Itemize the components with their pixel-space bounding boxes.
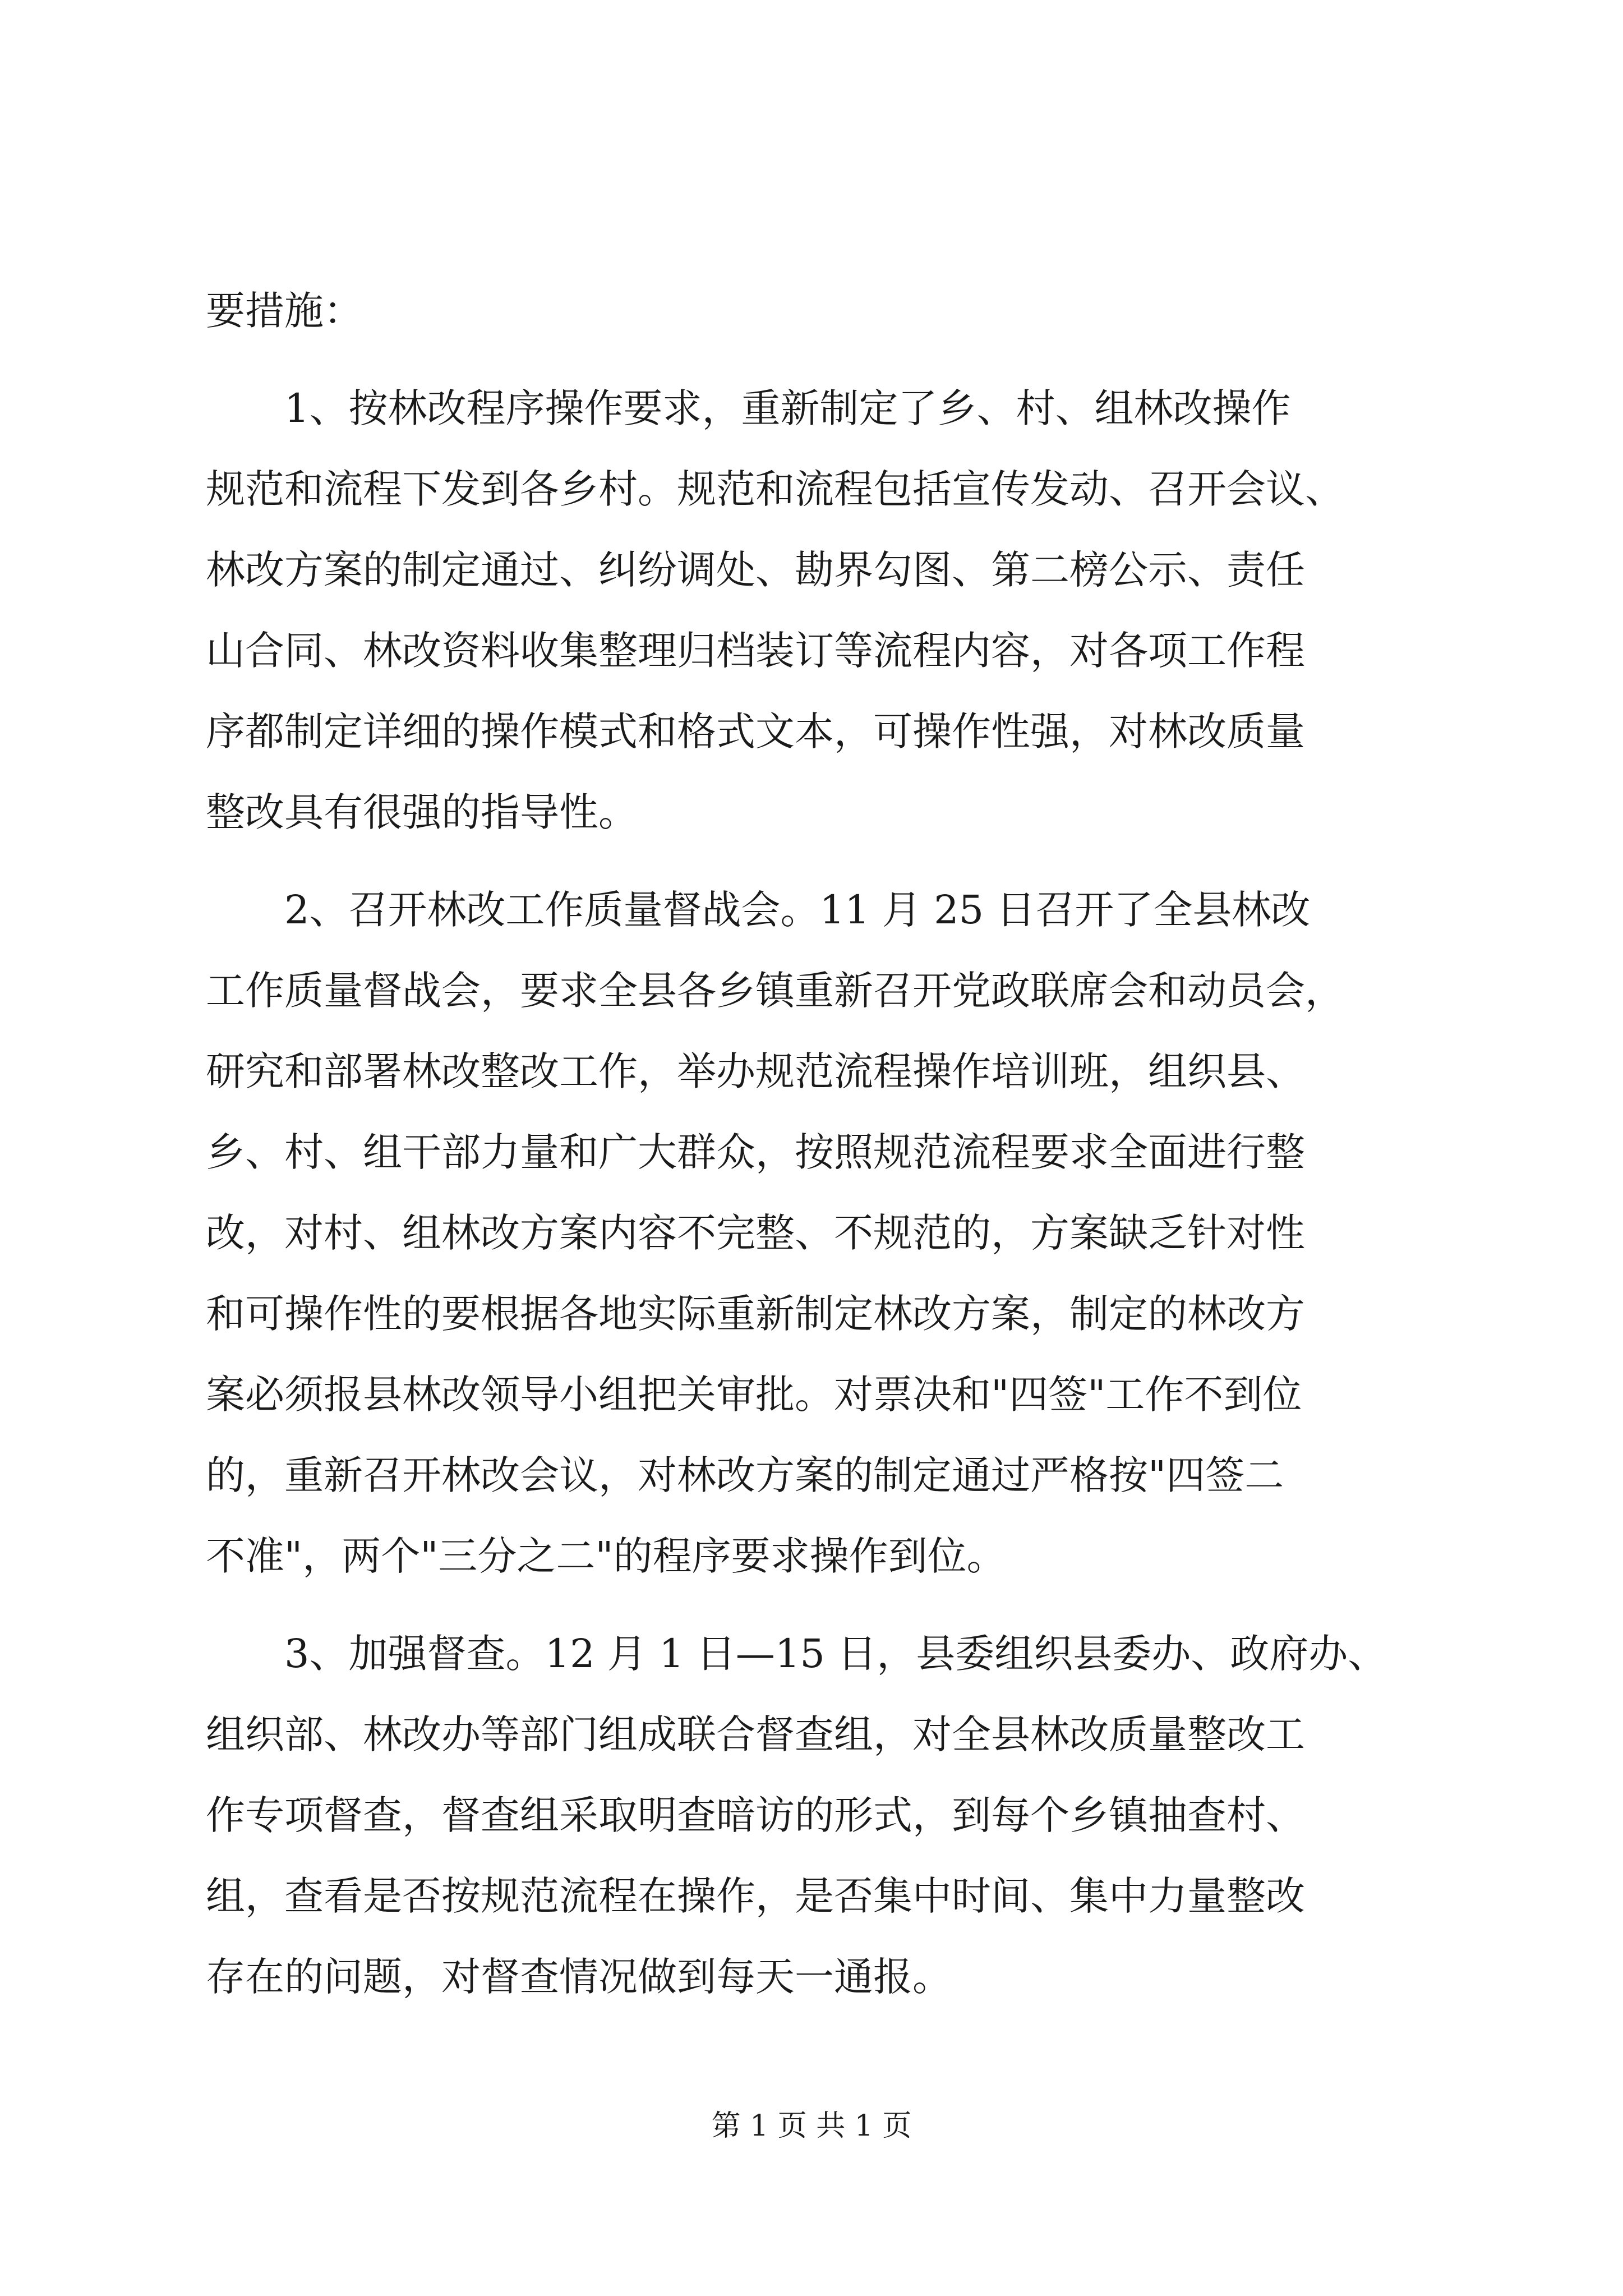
text-line: 林改方案的制定通过、纠纷调处、勘界勾图、第二榜公示、责任 bbox=[206, 547, 1305, 593]
text-line: 存在的问题，对督查情况做到每天一通报。 bbox=[206, 1954, 952, 2000]
text-line: 整改具有很强的指导性。 bbox=[206, 789, 638, 835]
text-line: 序都制定详细的操作模式和格式文本，可操作性强，对林改质量 bbox=[206, 708, 1305, 754]
text-line: 改，对村、组林改方案内容不完整、不规范的，方案缺乏针对性 bbox=[206, 1210, 1305, 1256]
text-line: 规范和流程下发到各乡村。规范和流程包括宣传发动、召开会议、 bbox=[206, 466, 1344, 512]
text-line: 3、加强督查。12 月 1 日—15 日，县委组织县委办、政府办、 bbox=[206, 1631, 1387, 1677]
text-line: 山合同、林改资料收集整理归档装订等流程内容，对各项工作程 bbox=[206, 628, 1305, 674]
paragraph-intro bbox=[206, 270, 1423, 351]
page-footer bbox=[0, 2106, 1623, 2146]
text-line: 案必须报县林改领导小组把关审批。对票决和"四签"工作不到位 bbox=[206, 1372, 1302, 1418]
text-line: 不准"，两个"三分之二"的程序要求操作到位。 bbox=[206, 1533, 1006, 1579]
text-line: 1、按林改程序操作要求，重新制定了乡、村、组林改操作 bbox=[206, 385, 1291, 431]
paragraph-item-1 bbox=[206, 368, 1423, 853]
text-line: 组织部、林改办等部门组成联合督查组，对全县林改质量整改工 bbox=[206, 1711, 1305, 1757]
paragraph-item-2 bbox=[206, 869, 1423, 1596]
text-line: 要措施： bbox=[206, 288, 363, 334]
text-line: 组，查看是否按规范流程在操作，是否集中时间、集中力量整改 bbox=[206, 1873, 1305, 1919]
text-line: 2、召开林改工作质量督战会。11 月 25 日召开了全县林改 bbox=[206, 887, 1311, 933]
text-line: 工作质量督战会，要求全县各乡镇重新召开党政联席会和动员会， bbox=[206, 968, 1344, 1014]
text-line: 的，重新召开林改会议，对林改方案的制定通过严格按"四签二 bbox=[206, 1452, 1284, 1498]
text-line: 和可操作性的要根据各地实际重新制定林改方案，制定的林改方 bbox=[206, 1291, 1305, 1337]
document-body bbox=[206, 270, 1423, 2017]
page-number: 第 1 页 共 1 页 bbox=[711, 2109, 912, 2143]
text-line: 研究和部署林改整改工作，举办规范流程操作培训班，组织县、 bbox=[206, 1048, 1305, 1094]
paragraph-item-3 bbox=[206, 1613, 1423, 2017]
text-line: 作专项督查，督查组采取明查暗访的形式，到每个乡镇抽查村、 bbox=[206, 1792, 1305, 1838]
text-line: 乡、村、组干部力量和广大群众，按照规范流程要求全面进行整 bbox=[206, 1129, 1305, 1175]
